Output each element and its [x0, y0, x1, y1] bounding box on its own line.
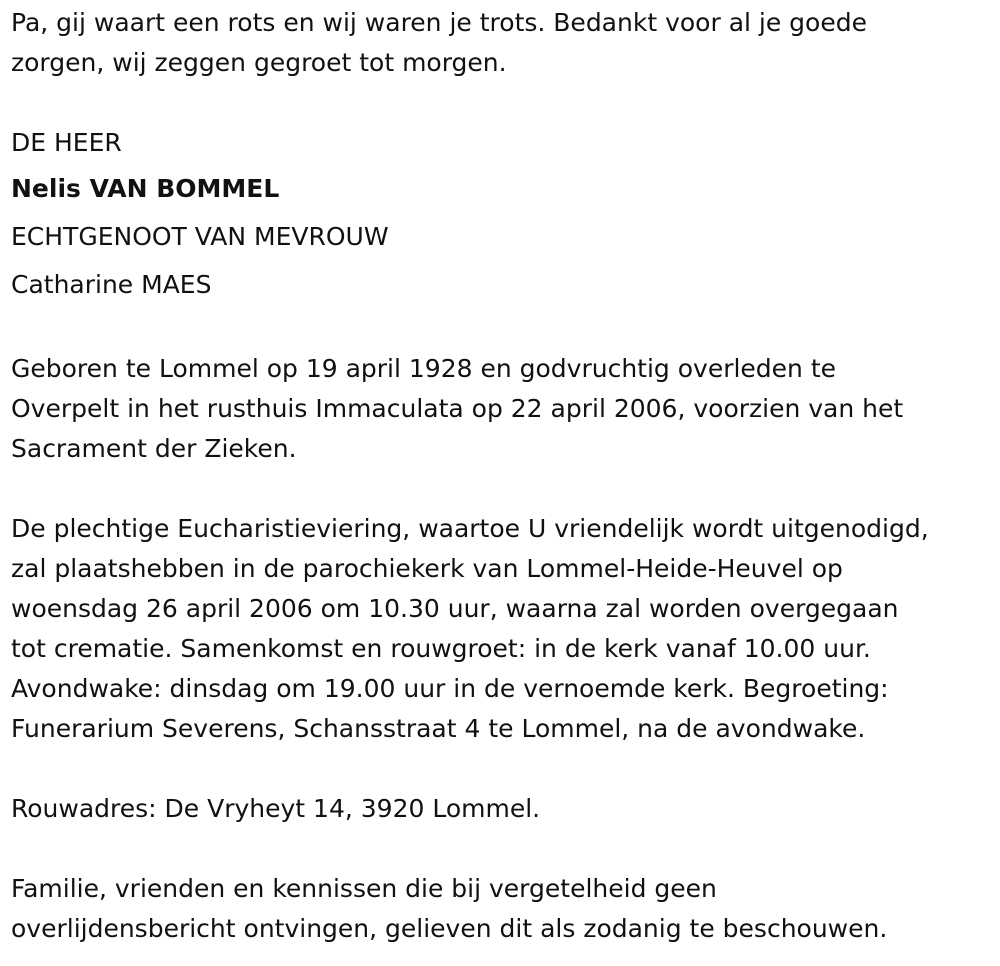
closing-paragraph: Familie, vrienden en kennissen die bij vergetelheid geen overlijdensbericht ontvingen, gelieven dit als zodanig te beschouwen.	[11, 874, 888, 943]
motto-paragraph: Pa, gij waart een rots en wij waren je trots. Bedankt voor al je goede zorgen, wij zeggen gegroet tot morgen.	[11, 8, 867, 77]
title-line: DE HEER	[11, 128, 122, 157]
deceased-name: Nelis VAN BOMMEL	[11, 174, 280, 203]
spouse-name: Catharine MAES	[11, 270, 212, 299]
birth-death-paragraph: Geboren te Lommel op 19 april 1928 en godvruchtig overleden te Overpelt in het rusthuis Immaculata op 22 april 2006, voorzien van het Sacrament der Zieken.	[11, 354, 904, 463]
spouse-label: ECHTGENOOT VAN MEVROUW	[11, 222, 389, 251]
address-paragraph: Rouwadres: De Vryheyt 14, 3920 Lommel.	[11, 794, 541, 823]
obituary-notice	[11, 3, 996, 949]
ceremony-paragraph: De plechtige Eucharistieviering, waartoe U vriendelijk wordt uitgenodigd, zal plaatshebben in de parochiekerk van Lommel-Heide-Heuvel op woensdag 26 april 2006 om 10.30 uur, waarna zal worden overgegaan tot crematie. Samenkomst en rouwgroet: in de kerk vanaf 10.00 uur. Avondwake: dinsdag om 19.00 uur in de vernoemde kerk. Begroeting: Funerarium Severens, Schansstraat 4 te Lommel, na de avondwake.	[11, 514, 929, 743]
deceased-heading	[11, 123, 996, 309]
